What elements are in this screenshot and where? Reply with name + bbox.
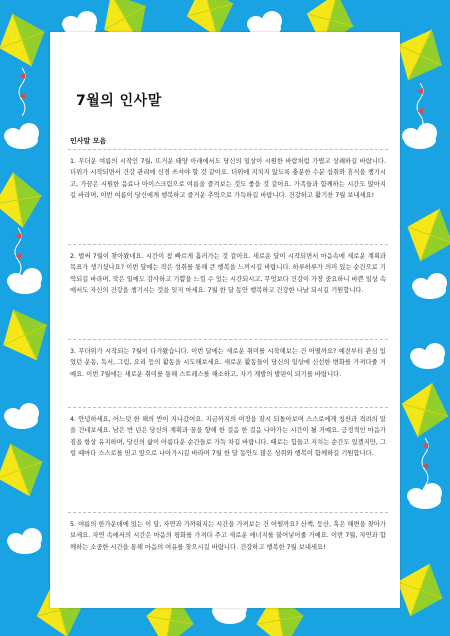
separator: [68, 339, 388, 340]
greeting-paragraph-4: 4. 안녕하세요, 어느덧 한 해의 반이 지나갔어요. 지금까지의 여정을 잠시 되돌아보며 스스로에게 칭찬과 격려의 말을 건네보세요. 남은 반 년은 당신의 계획과 꿈을 향해 한 걸음 한 걸음 나아가는 시간이 될 거예요. 긍정적인 마음가짐을 항상 유지하며, 당신의 삶이 아름다운 순간들로 가득 차길 바랍니다. 때로는 힘들고 지치는 순간도 있겠지만, 그럴 때마다 스스로를 믿고 앞으로 나아가시길 바라며 7월 한 달 동안도 많은 성취와 행복이 함께하길 기원합니다.: [70, 416, 386, 458]
separator: [68, 407, 388, 408]
separator: [68, 244, 388, 245]
greeting-paragraph-2: 2. 벌써 7월이 찾아왔네요. 시간이 참 빠르게 흘러가는 것 같아요. 새로운 달이 시작되면서 마음속에 새로운 계획과 목표가 생기셨나요? 이번 달에는 작은 성취를 통해 큰 행복을 느끼시길 바랍니다. 하루하루가 의미 있는 순간으로 기억되길 바라며, 작은 일에도 감사하고 기쁨을 느낄 수 있는 시간되시고, 무엇보다 건강이 가장 중요하니 바쁜 일상 속에서도 자신의 건강을 챙기시는 것을 잊지 마세요. 7월 한 달 동안 행복하고 건강한 나날 되시길 기원합니다.: [70, 253, 386, 295]
greeting-paragraph-3: 3. 무더위가 시작되는 7월이 다가왔습니다. 이번 달에는 새로운 취미를 시작해보는 건 어떨까요? 예전부터 관심 있었던 운동, 독서, 그림, 요리 등의 활동을 시도해보세요. 새로운 활동들이 당신의 일상에 신선한 변화를 가져다줄 거예요. 이번 7월에는 새로운 취미를 통해 스트레스를 해소하고, 자기 계발의 발판이 되기를 바랍니다.: [70, 348, 386, 378]
greeting-paragraph-1: 1. 무더운 여름의 시작인 7월, 뜨거운 태양 아래에서도 당신의 일상이 시원한 바람처럼 가볍고 상쾌하길 바랍니다. 더위가 시작되면서 건강 관리에 신경 쓰셔야 할 것 같아요. 더위에 지치지 않도록 충분한 수분 섭취와 휴식을 챙기시고, 가끔은 시원한 음료나 아이스크림으로 여름을 즐겨보는 것도 좋을 것 같아요. 가족들과 함께하는 시간도 많아지길 바라며, 이번 여름이 당신에게 행복하고 즐거운 추억으로 가득하길 바랍니다. 건강하고 활기찬 7월 보내세요!: [70, 158, 386, 200]
page-title: 7월의 인사말: [76, 93, 162, 109]
greeting-paragraph-5: 5. 여름의 한가운데에 있는 이 달, 자연과 가까워지는 시간을 가져보는 건 어떨까요? 산책, 등산, 혹은 해변을 찾아가보세요. 자연 속에서의 시간은 마음의 평화를 가져다 주고 새로운 에너지를 불어넣어줄 거예요. 이번 7월, 자연과 함께하는 소중한 시간을 통해 마음의 여유를 찾으시길 바랍니다. 건강하고 행복한 7월 보내세요!: [70, 521, 386, 551]
section-subtitle: 인사말 모음: [70, 137, 107, 145]
separator: [68, 149, 388, 150]
separator: [68, 512, 388, 513]
greeting-page: [50, 32, 400, 608]
